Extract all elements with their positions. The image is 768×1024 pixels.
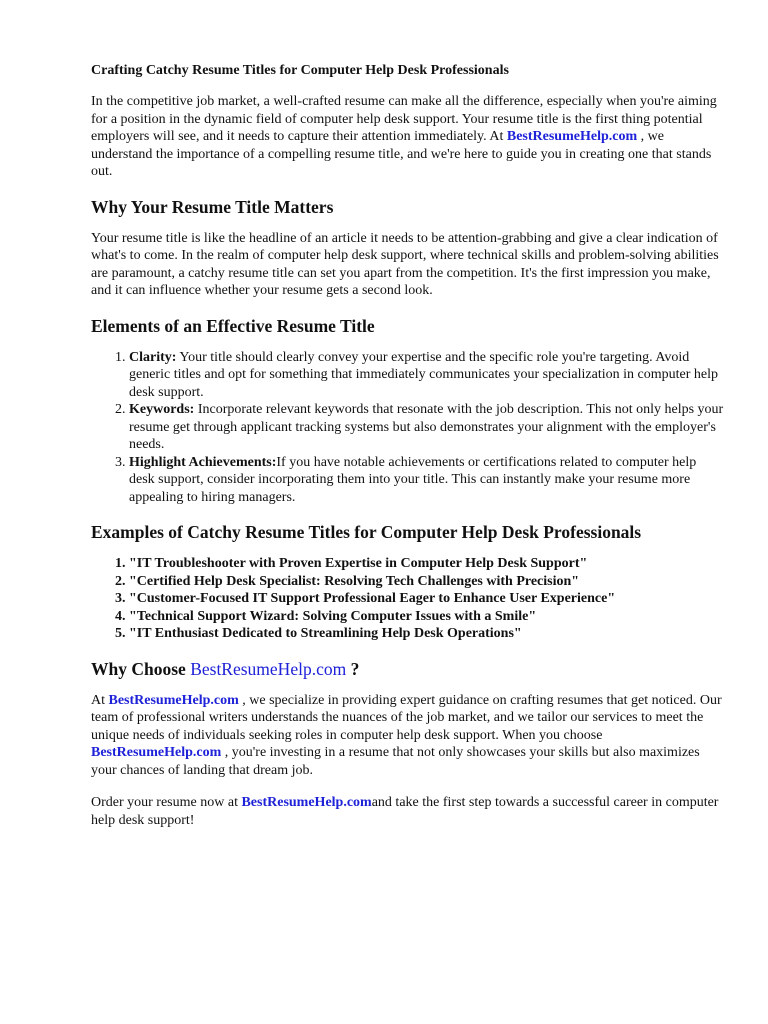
list-item-term: Clarity: xyxy=(129,349,177,365)
list-item-term: Highlight Achievements: xyxy=(129,454,277,470)
list-item: 5. "IT Enthusiast Dedicated to Streamlining Help Desk Operations" xyxy=(129,625,724,643)
list-item-text: If you have notable achievements or certifications related to computer help desk support, consider incorporating them into your title. This can instantly make your resume more appealing to hiring managers. xyxy=(129,454,697,505)
intro-text-after: , we understand the importance of a compelling resume title, and we're here to guide you in creating one that stands out. xyxy=(91,129,712,179)
intro-text-before: In the competitive job market, a well-crafted resume can make all the difference, especially when you're aiming for a position in the dynamic field of computer help desk support. Your resume title is the first thing potential employers will see, and it needs to capture their attention immediately. At xyxy=(91,94,717,144)
site-link[interactable]: BestResumeHelp.com xyxy=(190,658,347,679)
why-choose-heading xyxy=(91,658,724,680)
list-item: 3. "Customer-Focused IT Support Professional Eager to Enhance User Experience" xyxy=(129,590,724,608)
list-item: 2. "Certified Help Desk Specialist: Resolving Tech Challenges with Precision" xyxy=(129,573,724,591)
why-title-matters-paragraph: Your resume title is like the headline of an article it needs to be attention-grabbing and give a clear indication of what's to come. In the realm of computer help desk support, where technical skills and problem-solving abilities are paramount, a catchy resume title can set you apart from the competition. It's the first impression you make, and it can influence whether your resume gets a second look. xyxy=(91,230,719,298)
list-item-text: Incorporate relevant keywords that resonate with the job description. This not only helps your resume get through applicant tracking systems but also demonstrates your alignment with the employer's needs. xyxy=(129,402,724,452)
why-choose-text-1: At xyxy=(91,692,109,708)
why-choose-heading-text: Why Choose xyxy=(91,658,191,679)
examples-list xyxy=(91,555,724,643)
list-item xyxy=(129,454,724,507)
why-choose-paragraph xyxy=(91,692,724,780)
elements-list xyxy=(91,349,724,507)
why-choose-heading-suffix: ? xyxy=(346,658,360,679)
why-choose-text-3: , you're investing in a resume that not only showcases your skills but also maximizes your chances of landing that dream job. xyxy=(91,745,700,778)
document-title: Crafting Catchy Resume Titles for Computer Help Desk Professionals xyxy=(91,63,509,78)
list-item xyxy=(129,349,724,402)
list-item-text: Your title should clearly convey your expertise and the specific role you're targeting. Avoid generic titles and opt for something that immediately communicates your specialization in computer help desk support. xyxy=(129,349,718,400)
list-item: 1. "IT Troubleshooter with Proven Expertise in Computer Help Desk Support" xyxy=(129,555,724,573)
order-text-before: Order your resume now at xyxy=(91,795,242,810)
examples-heading: Examples of Catchy Resume Titles for Computer Help Desk Professionals xyxy=(91,522,642,542)
site-link[interactable]: BestResumeHelp.com xyxy=(506,129,638,144)
order-text-after: and take the first step towards a successful career in computer help desk support! xyxy=(91,795,719,828)
list-item: 4. "Technical Support Wizard: Solving Computer Issues with a Smile" xyxy=(129,608,724,626)
site-link[interactable]: BestResumeHelp.com xyxy=(108,692,239,708)
order-paragraph xyxy=(91,794,724,829)
list-item-term: Keywords: xyxy=(129,402,195,417)
site-link[interactable]: BestResumeHelp.com xyxy=(241,795,372,810)
site-link[interactable]: BestResumeHelp.com xyxy=(91,745,222,760)
why-choose-text-2: , we specialize in providing expert guidance on crafting resumes that get noticed. Our team of professional writers understands the nuances of the job market, and we tailor our services to meet the unique needs of individuals seeking roles in computer help desk support. When you choose xyxy=(91,692,722,743)
intro-paragraph xyxy=(91,93,724,181)
elements-heading: Elements of an Effective Resume Title xyxy=(91,315,375,336)
list-item xyxy=(129,401,724,454)
why-title-matters-heading: Why Your Resume Title Matters xyxy=(91,196,334,217)
